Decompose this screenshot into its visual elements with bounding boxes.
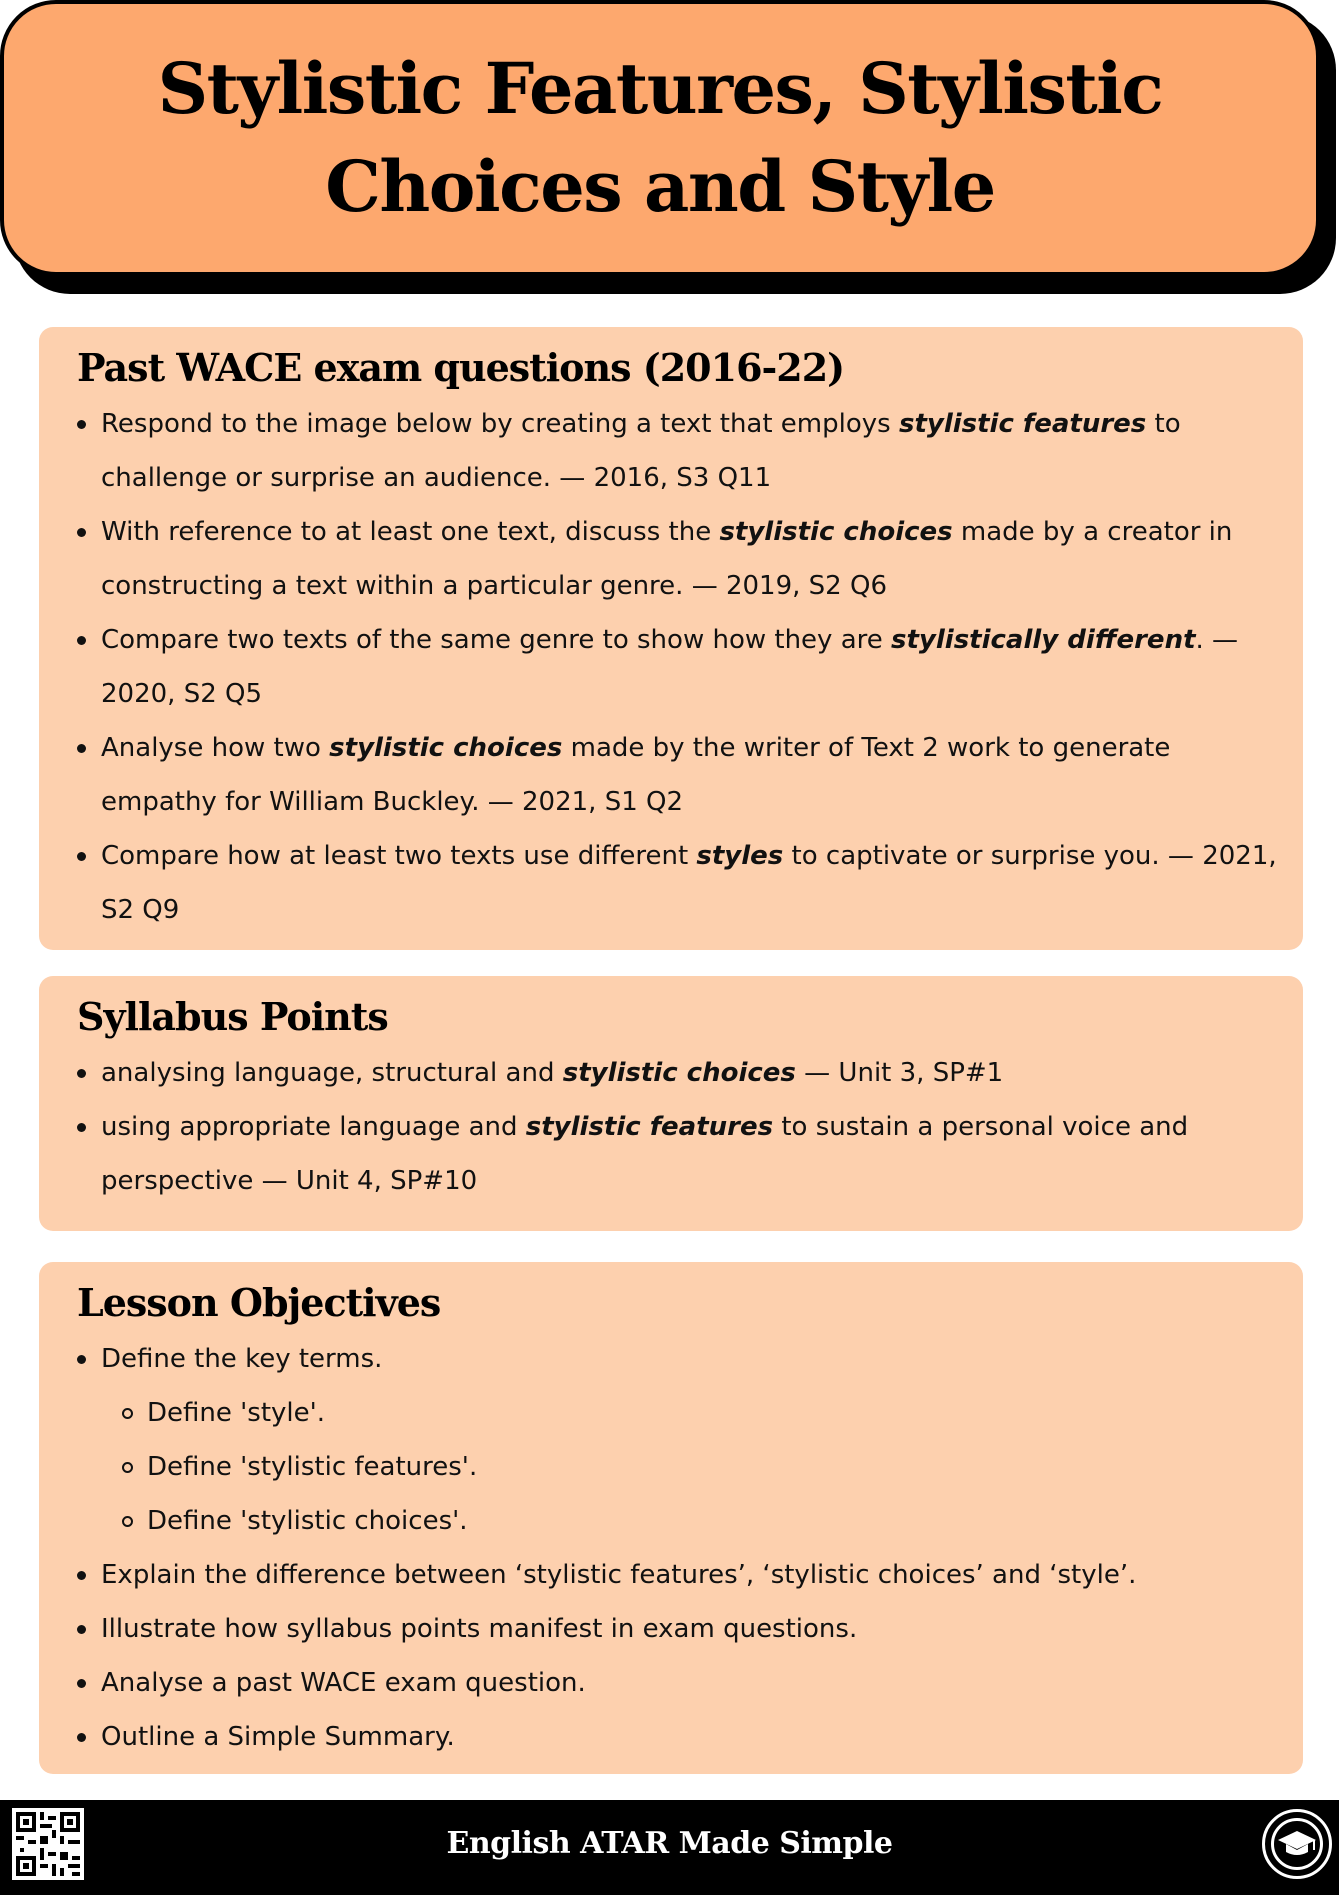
syllabus-heading: Syllabus Points bbox=[77, 994, 388, 1039]
objective-item: Define the key terms. bbox=[101, 1332, 1283, 1386]
graduation-cap-glyph bbox=[1274, 1821, 1320, 1867]
item-text: — Unit 3, SP#1 bbox=[795, 1058, 1004, 1088]
syllabus-item bbox=[101, 1046, 1283, 1100]
item-text: Compare how at least two texts use different bbox=[101, 841, 697, 871]
objectives-heading: Lesson Objectives bbox=[77, 1280, 441, 1325]
syllabus-list bbox=[77, 1046, 1283, 1208]
item-emphasis: stylistic choices bbox=[562, 1058, 796, 1088]
exam-questions-heading: Past WACE exam questions (2016-22) bbox=[77, 345, 845, 390]
item-emphasis: stylistic features bbox=[898, 409, 1147, 439]
exam-question-item bbox=[101, 721, 1283, 829]
item-text: to sustain a personal voice and perspective — Unit 4, SP#10 bbox=[101, 1112, 1189, 1196]
title-banner bbox=[0, 0, 1339, 300]
item-emphasis: stylistic features bbox=[525, 1112, 774, 1142]
objective-subitem: Define 'stylistic features'. bbox=[147, 1440, 1283, 1494]
page-title: Stylistic Features, Stylistic Choices and Style bbox=[157, 47, 1163, 228]
item-emphasis: stylistic choices bbox=[719, 517, 953, 547]
exam-questions-panel bbox=[39, 327, 1303, 950]
objectives-list bbox=[77, 1332, 1283, 1764]
objective-item: Illustrate how syllabus points manifest in exam questions. bbox=[101, 1602, 1283, 1656]
item-text: to captivate or surprise you. — 2021, S2 Q9 bbox=[101, 841, 1277, 925]
exam-question-item bbox=[101, 505, 1283, 613]
objective-subitem: Define 'style'. bbox=[147, 1386, 1283, 1440]
syllabus-panel bbox=[39, 976, 1303, 1231]
title-box bbox=[0, 0, 1320, 276]
exam-question-item bbox=[101, 613, 1283, 721]
item-text: Compare two texts of the same genre to show how they are bbox=[101, 625, 892, 655]
graduation-cap-icon[interactable] bbox=[1262, 1809, 1332, 1879]
item-text: made by the writer of Text 2 work to generate empathy for William Buckley. — 2021, S1 Q2 bbox=[101, 733, 1171, 817]
item-text: Respond to the image below by creating a text that employs bbox=[101, 409, 899, 439]
objective-item: Outline a Simple Summary. bbox=[101, 1710, 1283, 1764]
item-emphasis: styles bbox=[696, 841, 784, 871]
item-text: to challenge or surprise an audience. — 2016, S3 Q11 bbox=[101, 409, 1181, 493]
item-text: . — 2020, S2 Q5 bbox=[101, 625, 1239, 709]
item-emphasis: stylistic choices bbox=[329, 733, 563, 763]
item-text: Analyse how two bbox=[101, 733, 330, 763]
objective-item: Analyse a past WACE exam question. bbox=[101, 1656, 1283, 1710]
exam-questions-list bbox=[77, 397, 1283, 937]
logo-ring bbox=[1271, 1818, 1323, 1870]
item-emphasis: stylistically different bbox=[891, 625, 1196, 655]
exam-question-item bbox=[101, 397, 1283, 505]
objective-subitem: Define 'stylistic choices'. bbox=[147, 1494, 1283, 1548]
syllabus-item bbox=[101, 1100, 1283, 1208]
footer-bar bbox=[0, 1800, 1339, 1895]
footer-title: English ATAR Made Simple bbox=[446, 1826, 893, 1861]
item-text: using appropriate language and bbox=[101, 1112, 526, 1142]
exam-question-item bbox=[101, 829, 1283, 937]
objectives-panel bbox=[39, 1262, 1303, 1774]
item-text: analysing language, structural and bbox=[101, 1058, 563, 1088]
objective-item: Explain the difference between ‘stylistic features’, ‘stylistic choices’ and ‘style’. bbox=[101, 1548, 1283, 1602]
item-text: With reference to at least one text, discuss the bbox=[101, 517, 720, 547]
item-text: made by a creator in constructing a text within a particular genre. — 2019, S2 Q6 bbox=[101, 517, 1233, 601]
